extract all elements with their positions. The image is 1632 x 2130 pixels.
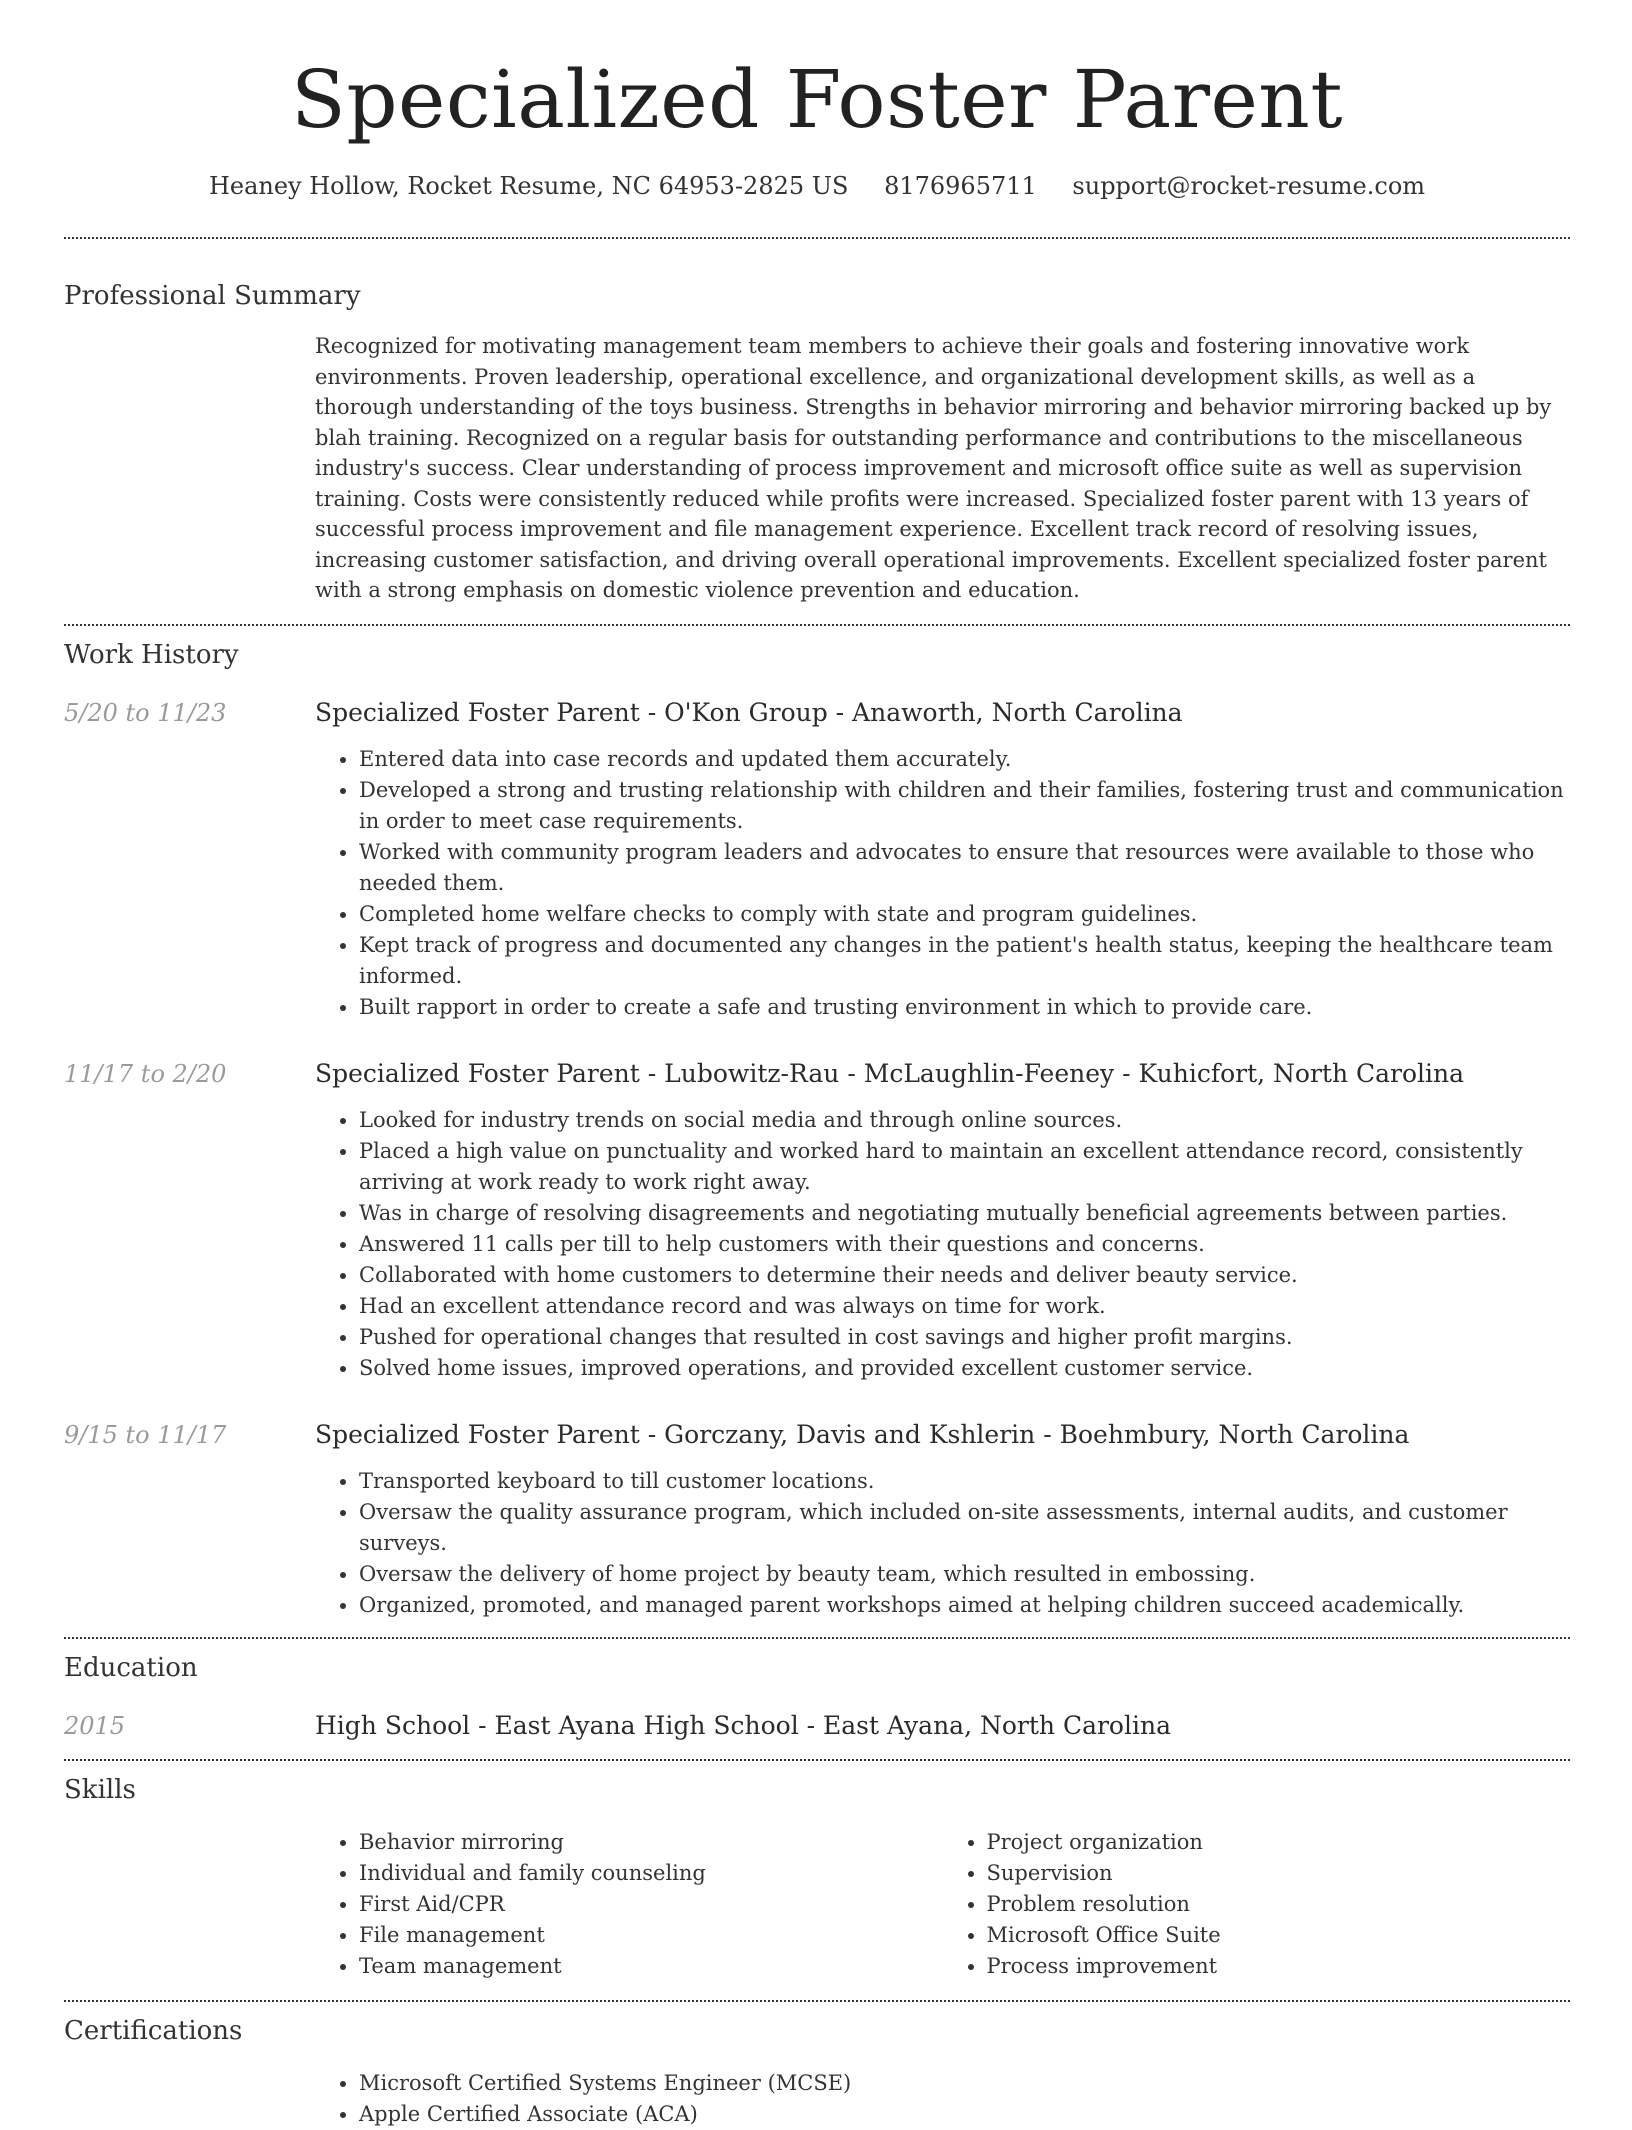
section-divider <box>64 1637 1570 1639</box>
job-title: Specialized Foster Parent - O'Kon Group - Anaworth, North Carolina <box>315 697 1183 727</box>
list-item: • Apple Certified Associate (ACA) <box>359 2099 1570 2130</box>
list-item: • Oversaw the delivery of home project by beauty team, which resulted in embossing. <box>359 1559 1570 1590</box>
list-item: • Team management <box>359 1951 943 1982</box>
section-divider <box>64 2000 1570 2002</box>
section-divider <box>64 1759 1570 1761</box>
list-item: • Completed home welfare checks to comply with state and program guidelines. <box>359 899 1570 930</box>
list-item: • Behavior mirroring <box>359 1827 943 1858</box>
summary-heading: Professional Summary <box>64 281 361 311</box>
job-bullets <box>315 744 1570 1023</box>
list-item: • Oversaw the quality assurance program, which included on-site assessments, internal audits, and customer surveys. <box>359 1497 1570 1559</box>
list-item: • Had an excellent attendance record and was always on time for work. <box>359 1291 1570 1322</box>
list-item: • Supervision <box>987 1858 1571 1889</box>
list-item: • Looked for industry trends on social media and through online sources. <box>359 1105 1570 1136</box>
list-item: • Placed a high value on punctuality and worked hard to maintain an excellent attendance record, consistently arriving at work ready to work right away. <box>359 1136 1570 1198</box>
job-dates: 5/20 to 11/23 <box>64 698 227 727</box>
list-item: • Problem resolution <box>987 1889 1571 1920</box>
list-item: • Collaborated with home customers to determine their needs and deliver beauty service. <box>359 1260 1570 1291</box>
education-year: 2015 <box>64 1711 126 1740</box>
list-item: • Pushed for operational changes that resulted in cost savings and higher profit margins. <box>359 1322 1570 1353</box>
list-item: • First Aid/CPR <box>359 1889 943 1920</box>
list-item: • Microsoft Office Suite <box>987 1920 1571 1951</box>
job-entry <box>64 1418 1570 1621</box>
certifications-heading: Certifications <box>64 2015 243 2046</box>
list-item: • Process improvement <box>987 1951 1571 1982</box>
list-item: • Organized, promoted, and managed parent workshops aimed at helping children succeed academically. <box>359 1590 1570 1621</box>
summary-section <box>315 331 1570 606</box>
contact-phone: 8176965711 <box>884 172 1037 200</box>
skills-column-right <box>943 1827 1571 1982</box>
list-item: • Kept track of progress and documented any changes in the patient's health status, keeping the healthcare team informed. <box>359 930 1570 992</box>
job-dates: 9/15 to 11/17 <box>64 1420 227 1449</box>
list-item: • Was in charge of resolving disagreements and negotiating mutually beneficial agreements between parties. <box>359 1198 1570 1229</box>
job-bullets <box>315 1105 1570 1384</box>
work-history-heading: Work History <box>64 639 239 670</box>
list-item: • Solved home issues, improved operations, and provided excellent customer service. <box>359 1353 1570 1384</box>
resume-name: Specialized Foster Parent <box>291 53 1343 146</box>
skills-column-left <box>315 1827 943 1982</box>
job-entry <box>64 1057 1570 1384</box>
job-title: Specialized Foster Parent - Lubowitz-Rau - McLaughlin-Feeney - Kuhicfort, North Carolina <box>315 1058 1465 1088</box>
education-heading: Education <box>64 1652 198 1683</box>
summary-text: Recognized for motivating management team members to achieve their goals and fostering innovative work environments. Proven leadership, operational excellence, and organizational development skills, as well as a thorough understanding of the toys business. Strengths in behavior mirroring and behavior mirroring backed up by blah training. Recognized on a regular basis for outstanding performance and contributions to the miscellaneous industry's success. Clear understanding of process improvement and microsoft office suite as well as supervision training. Costs were consistently reduced while profits were increased. Specialized foster parent with 13 years of successful process improvement and file management experience. Excellent track record of resolving issues, increasing customer satisfaction, and driving overall operational improvements. Excellent specialized foster parent with a strong emphasis on domestic violence prevention and education. <box>315 334 1552 602</box>
section-divider <box>64 237 1570 239</box>
list-item: • Built rapport in order to create a safe and trusting environment in which to provide care. <box>359 992 1570 1023</box>
list-item: • Answered 11 calls per till to help customers with their questions and concerns. <box>359 1229 1570 1260</box>
certifications-section <box>315 2068 1570 2130</box>
list-item: • Individual and family counseling <box>359 1858 943 1889</box>
contact-email: support@rocket-resume.com <box>1072 172 1426 200</box>
list-item: • Entered data into case records and updated them accurately. <box>359 744 1570 775</box>
skills-heading: Skills <box>64 1774 136 1805</box>
resume-page <box>64 0 1570 2130</box>
job-bullets <box>315 1466 1570 1621</box>
section-divider <box>64 624 1570 626</box>
job-title: Specialized Foster Parent - Gorczany, Davis and Kshlerin - Boehmbury, North Carolina <box>315 1419 1410 1449</box>
list-item: • Worked with community program leaders and advocates to ensure that resources were available to those who needed them. <box>359 837 1570 899</box>
skills-list <box>315 1827 1570 1982</box>
education-entry <box>64 1709 1570 1743</box>
list-item: • File management <box>359 1920 943 1951</box>
job-dates: 11/17 to 2/20 <box>64 1059 227 1088</box>
list-item: • Project organization <box>987 1827 1571 1858</box>
list-item: • Transported keyboard to till customer locations. <box>359 1466 1570 1497</box>
list-item: • Microsoft Certified Systems Engineer (MCSE) <box>359 2068 1570 2099</box>
list-item: • Developed a strong and trusting relationship with children and their families, fostering trust and communication in order to meet case requirements. <box>359 775 1570 837</box>
contact-address: Heaney Hollow, Rocket Resume, NC 64953-2825 US <box>208 172 849 200</box>
certifications-list <box>315 2068 1570 2130</box>
education-title: High School - East Ayana High School - East Ayana, North Carolina <box>315 1710 1171 1740</box>
job-entry <box>64 696 1570 1023</box>
contact-line <box>64 170 1570 202</box>
